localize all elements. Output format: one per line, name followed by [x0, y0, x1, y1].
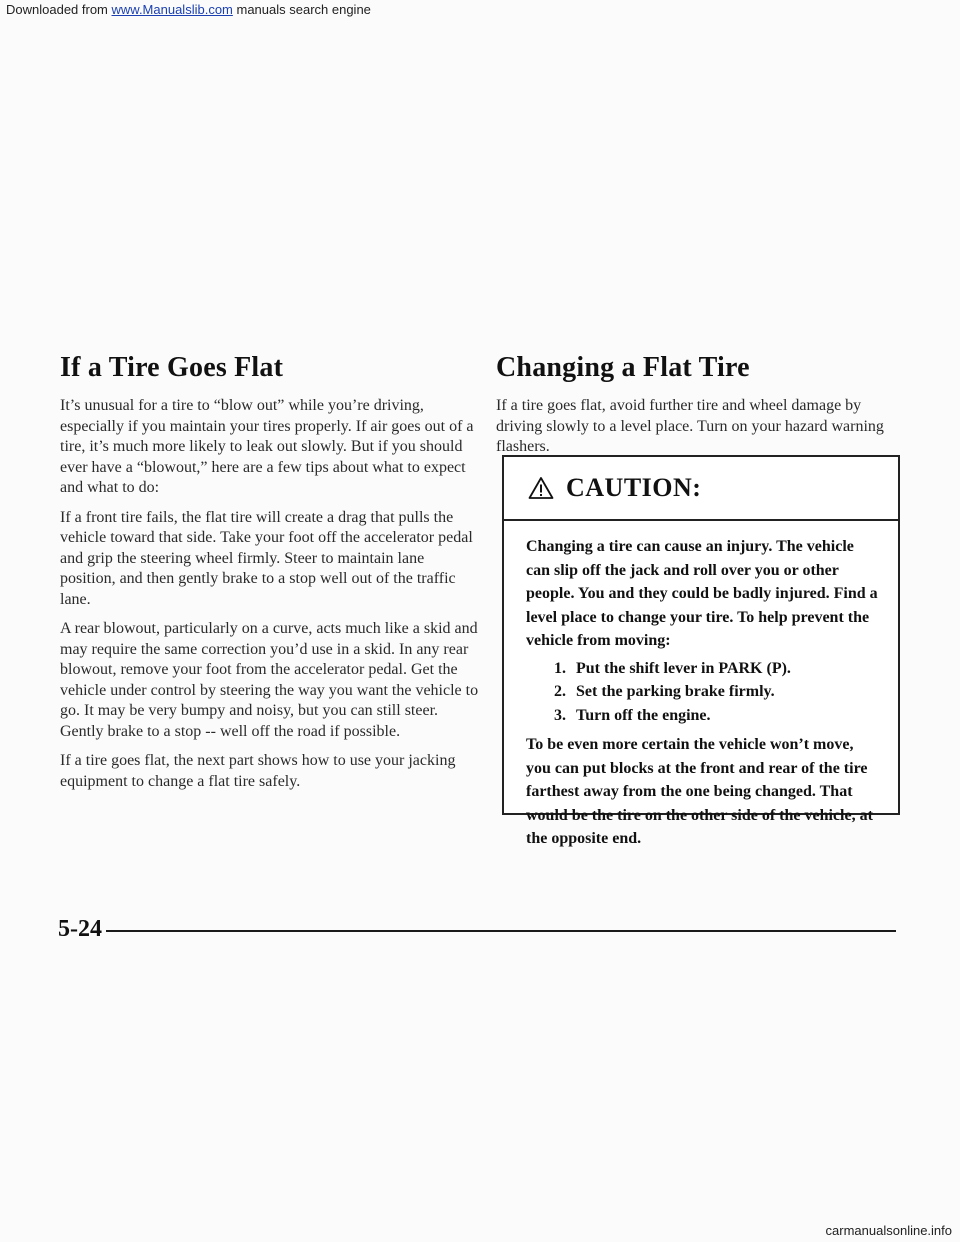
- footer-divider: [106, 930, 896, 932]
- paragraph-next-part: If a tire goes flat, the next part shows how to use your jacking equipment to change a flat tire safely.: [60, 752, 456, 790]
- manualslib-link[interactable]: www.Manualslib.com: [111, 2, 233, 17]
- step-number: 1.: [554, 659, 566, 677]
- caution-steps: [526, 657, 878, 728]
- section-title-tire-flat: If a Tire Goes Flat: [60, 352, 284, 383]
- download-watermark: [6, 2, 371, 17]
- step-text: Set the parking brake firmly.: [576, 683, 775, 700]
- site-watermark: carmanualsonline.info: [825, 1223, 952, 1238]
- warning-triangle-icon: [528, 476, 554, 500]
- step-text: Put the shift lever in PARK (P).: [576, 659, 791, 677]
- paragraph-blowout-intro: It’s unusual for a tire to “blow out” while you’re driving, especially if you maintain your tires properly. If air goes out of a tire, it’s much more likely to leak out slowly. But if you should ever have a “blowout,” here are a few tips about what to expect and what to do:: [60, 397, 474, 496]
- paragraph-changing-intro: If a tire goes flat, avoid further tire and wheel damage by driving slowly to a level place. Turn on your hazard warning flashers.: [496, 397, 884, 455]
- caution-step: [554, 680, 878, 704]
- caution-box: [502, 455, 900, 847]
- caution-outro: To be even more certain the vehicle won’t move, you can put blocks at the front and rear of the tire farthest away from the one being changed. That would be the tire on the other side of the vehicle, at the opposite end.: [526, 736, 873, 847]
- caution-step: [554, 704, 878, 728]
- step-text: Turn off the engine.: [576, 706, 711, 724]
- caution-body: [504, 521, 898, 851]
- watermark-suffix: manuals search engine: [232, 2, 371, 17]
- caution-title: CAUTION:: [566, 473, 702, 502]
- page-number: 5-24: [58, 916, 102, 942]
- left-column: [60, 352, 480, 801]
- caution-step: [554, 657, 878, 681]
- caution-intro: Changing a tire can cause an injury. The vehicle can slip off the jack and roll over you or other people. You and they could be badly injured. Find a level place to change your tire. To help prevent the vehicle from moving:: [526, 538, 878, 649]
- right-column: [496, 352, 906, 467]
- watermark-prefix: Downloaded from: [6, 2, 112, 17]
- step-number: 3.: [554, 706, 566, 724]
- step-number: 2.: [554, 683, 566, 700]
- caution-header: [504, 457, 898, 521]
- paragraph-front-tire: If a front tire fails, the flat tire will create a drag that pulls the vehicle toward that side. Take your foot off the accelerator pedal and grip the steering wheel firmly. Steer to maintain lane position, and then gently brake to a stop well out of the traffic lane.: [60, 508, 473, 608]
- paragraph-rear-blowout: A rear blowout, particularly on a curve, acts much like a skid and may require the same correction you’d use in a skid. In any rear blowout, remove your foot from the accelerator pedal. Get the vehicle under control by steering the way you want the vehicle to go. It may be very bumpy and noisy, but you can still steer. Gently brake to a stop -- well off the road if possible.: [60, 620, 479, 740]
- section-title-changing-tire: Changing a Flat Tire: [496, 352, 750, 383]
